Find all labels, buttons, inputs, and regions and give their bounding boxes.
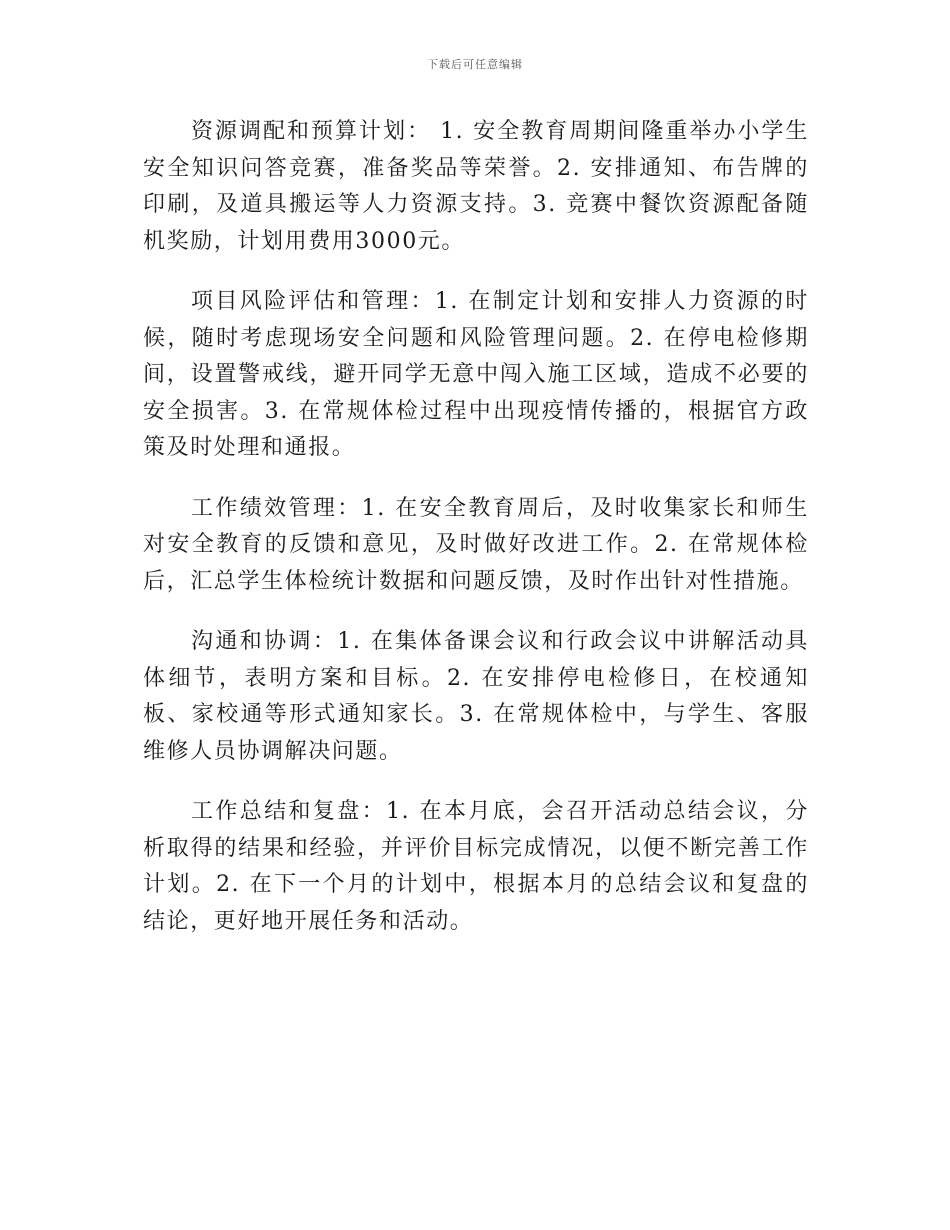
document-body (143, 114, 809, 964)
paragraph-performance-management: 工作绩效管理：1. 在安全教育周后，及时收集家长和师生对安全教育的反馈和意见，及时做好改进工作。2. 在常规体检后，汇总学生体检统计数据和问题反馈，及时作出针对性措施。 (143, 495, 809, 594)
paragraph-summary-review: 工作总结和复盘：1. 在本月底，会召开活动总结会议，分析取得的结果和经验，并评价目标完成情况，以便不断完善工作计划。2. 在下一个月的计划中，根据本月的总结会议和复盘的结论，更好地开展任务和活动。 (143, 799, 809, 934)
paragraph-resource-budget: 资源调配和预算计划： 1. 安全教育周期间隆重举办小学生安全知识问答竞赛，准备奖品等荣誉。2. 安排通知、布告牌的印刷，及道具搬运等人力资源支持。3. 竞赛中餐饮资源配备随机奖励，计划用费用3000元。 (143, 119, 809, 254)
paragraph-communication: 沟通和协调：1. 在集体备课会议和行政会议中讲解活动具体细节，表明方案和目标。2. 在安排停电检修日，在校通知板、家校通等形式通知家长。3. 在常规体检中，与学生、客服维修人员协调解决问题。 (143, 629, 809, 764)
page-header: 下载后可任意编辑 (427, 58, 523, 71)
paragraph-risk-management: 项目风险评估和管理：1. 在制定计划和安排人力资源的时候，随时考虑现场安全问题和风险管理问题。2. 在停电检修期间，设置警戒线，避开同学无意中闯入施工区域，造成不必要的安全损害。3. 在常规体检过程中出现疫情传播的，根据官方政策及时处理和通报。 (143, 289, 809, 460)
